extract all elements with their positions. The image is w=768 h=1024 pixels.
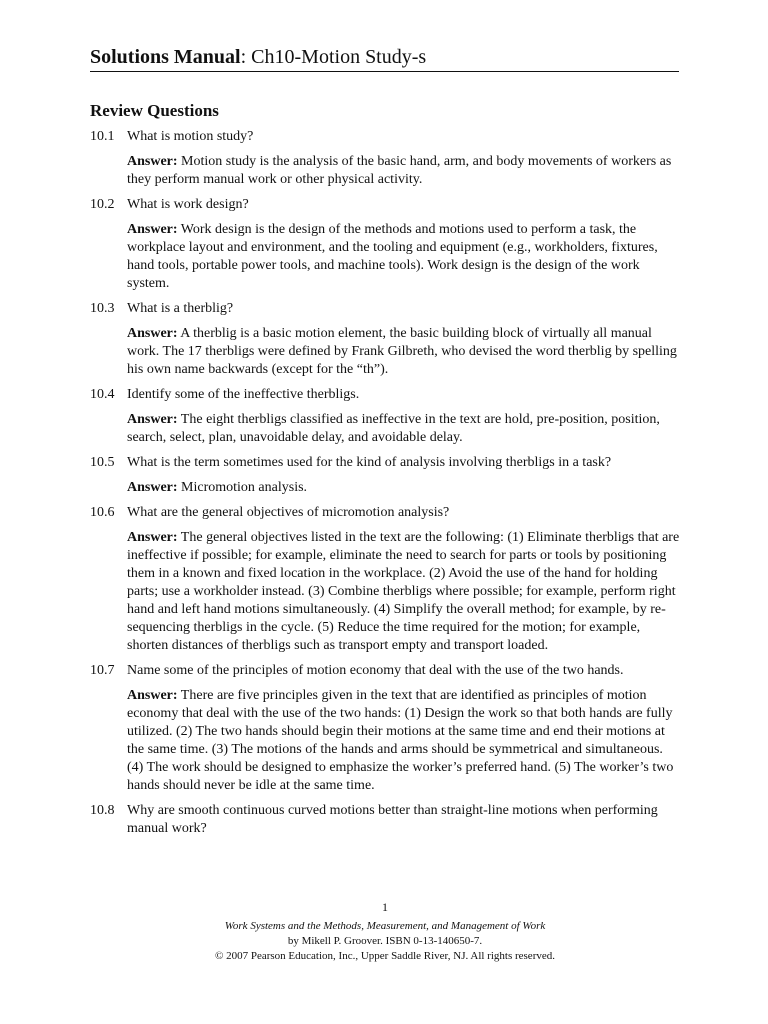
book-title: Work Systems and the Methods, Measurement, and Management of Work — [224, 920, 546, 932]
header-title-bold: Solutions Manual — [90, 46, 241, 68]
qa-item-10-5 — [90, 454, 680, 497]
answer — [127, 479, 680, 497]
qa-item-10-4 — [90, 386, 680, 447]
question-text: What is motion study? — [127, 129, 254, 144]
question — [90, 128, 680, 146]
page-footer — [90, 900, 680, 964]
question-text: Why are smooth continuous curved motions better than straight-line motions when performing manual work? — [127, 803, 658, 836]
question-text: Identify some of the ineffective therbligs. — [127, 387, 360, 402]
qa-item-10-1 — [90, 128, 680, 189]
question-text: What is the term sometimes used for the kind of analysis involving therbligs in a task? — [127, 455, 612, 470]
answer-label: Answer: — [127, 530, 178, 545]
answer-text: The general objectives listed in the text are the following: (1) Eliminate therbligs that are ineffective if possible; for example, eliminate the need to search for parts or tools by positioning them in a known and fixed location in the workplace. (2) Avoid the use of the hand for holding parts; use a workholder instead. (3) Combine therbligs where possible; for example, perform right hand and left hand motions simultaneously. (4) Simplify the overall method; for example, by re-sequencing therbligs in the cycle. (5) Reduce the time required for the motion; for example, shorten distances of therbligs such as transport empty and transport loaded. — [127, 530, 680, 653]
answer — [127, 687, 680, 795]
question — [90, 300, 680, 318]
question-number: 10.8 — [90, 803, 115, 818]
question — [90, 504, 680, 522]
question-number: 10.3 — [90, 301, 115, 316]
answer-text: Motion study is the analysis of the basic hand, arm, and body movements of workers as they perform manual work or other physical activity. — [127, 154, 672, 187]
qa-item-10-3 — [90, 300, 680, 379]
qa-item-10-6 — [90, 504, 680, 655]
answer — [127, 411, 680, 447]
answer — [127, 221, 680, 293]
answer-text: A therblig is a basic motion element, the basic building block of virtually all manual work. The 17 therbligs were defined by Frank Gilbreth, who devised the word therblig by spelling his own name backwards (except for the “th”). — [127, 326, 677, 377]
answer-label: Answer: — [127, 412, 178, 427]
question-number: 10.7 — [90, 663, 115, 678]
question — [90, 386, 680, 404]
question — [90, 802, 680, 838]
question — [90, 454, 680, 472]
question-text: What is a therblig? — [127, 301, 234, 316]
qa-item-10-8 — [90, 802, 680, 838]
answer-label: Answer: — [127, 154, 178, 169]
author-line: by Mikell P. Groover. ISBN 0-13-140650-7. — [287, 935, 483, 947]
answer-text: The eight therbligs classified as ineffective in the text are hold, pre-position, position, search, select, plan, unavoidable delay, and avoidable delay. — [127, 412, 660, 445]
answer-label: Answer: — [127, 480, 178, 495]
page-header — [90, 46, 679, 72]
qa-list — [90, 128, 680, 838]
question-number: 10.6 — [90, 505, 115, 520]
answer-label: Answer: — [127, 688, 178, 703]
copyright: © 2007 Pearson Education, Inc., Upper Saddle River, NJ. All rights reserved. — [215, 950, 555, 962]
answer — [127, 153, 680, 189]
header-title-rest: : Ch10-Motion Study-s — [240, 46, 427, 68]
answer — [127, 529, 680, 655]
section-title: Review Questions — [90, 101, 219, 120]
answer-text: Work design is the design of the methods and motions used to perform a task, the workplace layout and environment, and the tooling and equipment (e.g., workholders, fixtures, hand tools, portable power tools, and machine tools). Work design is the design of the work system. — [127, 222, 658, 291]
answer-label: Answer: — [127, 326, 178, 341]
question-number: 10.1 — [90, 129, 115, 144]
question-number: 10.4 — [90, 387, 115, 402]
question — [90, 662, 680, 680]
answer-text: Micromotion analysis. — [181, 480, 308, 495]
question-number: 10.2 — [90, 197, 115, 212]
answer — [127, 325, 680, 379]
question — [90, 196, 680, 214]
qa-item-10-2 — [90, 196, 680, 293]
answer-label: Answer: — [127, 222, 178, 237]
page-number: 1 — [382, 900, 388, 914]
question-text: What are the general objectives of micromotion analysis? — [127, 505, 450, 520]
qa-item-10-7 — [90, 662, 680, 795]
question-text: What is work design? — [127, 197, 249, 212]
question-number: 10.5 — [90, 455, 115, 470]
question-text: Name some of the principles of motion economy that deal with the use of the two hands. — [127, 663, 624, 678]
answer-text: There are five principles given in the text that are identified as principles of motion economy that deal with the use of the two hands: (1) Design the work so that both hands are fully utilized. (2) The two hands should begin their motions at the same time and end their motions at the same time. (3) The motions of the hands and arms should be symmetrical and simultaneous. (4) The work should be designed to emphasize the worker’s preferred hand. (5) The worker’s two hands should never be idle at the same time. — [127, 688, 674, 793]
